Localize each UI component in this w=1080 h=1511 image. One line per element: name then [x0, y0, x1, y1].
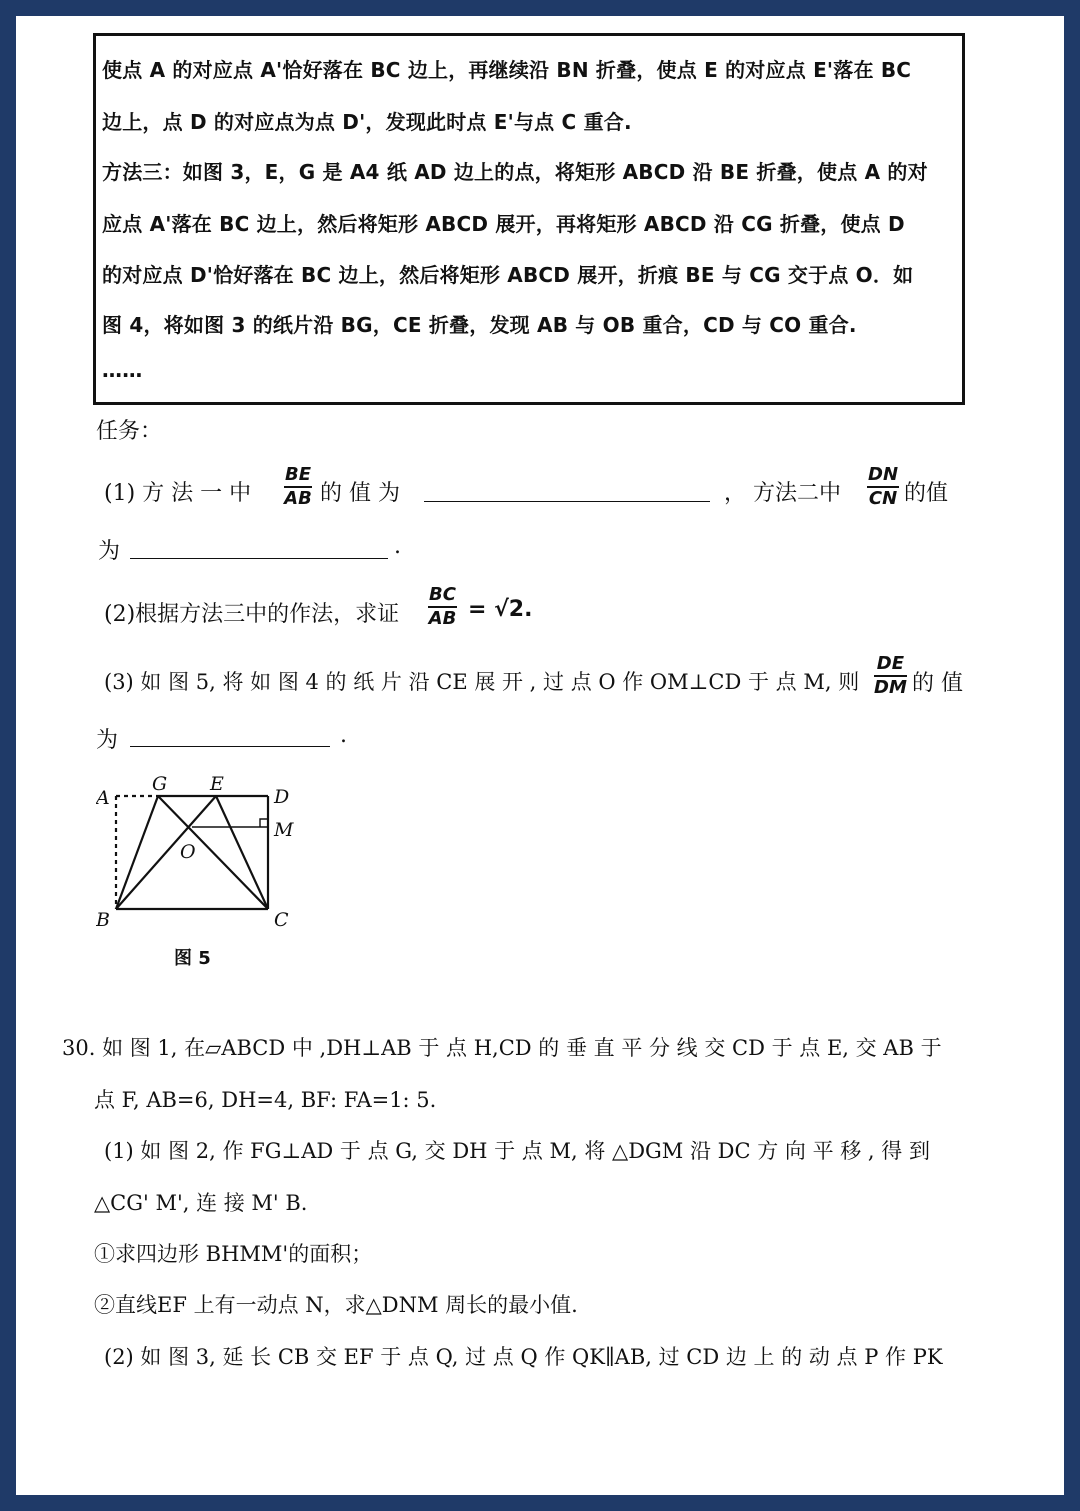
box-line-2: 边上，点 D 的对应点为点 D'，发现此时点 E'与点 C 重合. [102, 110, 632, 134]
line-b-e [116, 796, 216, 909]
q1-answer-blank-1[interactable] [424, 501, 710, 502]
label-a: A [96, 787, 110, 809]
fraction-denominator: CN [868, 488, 898, 509]
line-b-g [116, 796, 158, 909]
line-c-g [158, 796, 268, 909]
q2-fraction-bc-ab [428, 584, 457, 630]
q3-fraction-de-dm [874, 653, 907, 699]
p30-line-6: ②直线EF 上有一动点 N，求△DNM 周长的最小值. [94, 1293, 578, 1317]
box-line-7: …… [102, 358, 143, 382]
fraction-denominator: AB [428, 608, 457, 629]
fraction-numerator: DN [867, 464, 899, 488]
p30-line-1: 30. 如 图 1, 在▱ABCD 中 ,DH⊥AB 于 点 H,CD 的 垂 直 平 分 线 交 CD 于 点 E, 交 AB 于 [62, 1036, 942, 1060]
method-description-box [93, 33, 965, 405]
q3-text-b: 的 值 [912, 671, 963, 696]
q2-text-b: = √2. [468, 597, 533, 622]
figure-5-caption: 图 5 [174, 948, 211, 969]
q1-text-b: 的 值 为 [320, 481, 400, 506]
q3-text-c: 为 [96, 728, 119, 753]
box-line-3: 方法三：如图 3，E，G 是 A4 纸 AD 边上的点，将矩形 ABCD 沿 BE 折叠，使点 A 的对 [102, 160, 928, 184]
label-e: E [210, 776, 224, 795]
q3-end: . [340, 723, 347, 748]
p30-line-7: (2) 如 图 3, 延 长 CB 交 EF 于 点 Q, 过 点 Q 作 QK∥AB, 过 CD 边 上 的 动 点 P 作 PK [104, 1345, 943, 1369]
p30-line-5: ①求四边形 BHMM'的面积； [94, 1242, 373, 1266]
label-m: M [274, 819, 294, 841]
document-page [16, 16, 1064, 1495]
q1-fraction-dn-cn [867, 464, 899, 510]
line-c-e [216, 796, 268, 909]
label-b: B [96, 909, 110, 931]
task-heading: 任务： [96, 419, 163, 444]
q1-end: . [394, 534, 401, 559]
label-g: G [152, 776, 168, 795]
q3-answer-blank[interactable] [130, 746, 330, 747]
box-line-1: 使点 A 的对应点 A'恰好落在 BC 边上，再继续沿 BN 折叠，使点 E 的对应点 E'落在 BC [102, 58, 912, 82]
q1-text-c: ， 方法二中 [724, 481, 841, 506]
q1-answer-blank-2[interactable] [130, 558, 388, 559]
fraction-denominator: DM [874, 677, 907, 698]
q1-text-d: 的值 [904, 481, 949, 506]
q1-text-e: 为 [98, 539, 121, 564]
label-d: D [274, 786, 290, 808]
figure-5-diagram [96, 776, 316, 976]
q2-text-a: (2)根据方法三中的作法，求证 [104, 602, 400, 627]
p30-line-3: (1) 如 图 2, 作 FG⊥AD 于 点 G, 交 DH 于 点 M, 将 △DGM 沿 DC 方 向 平 移 , 得 到 [104, 1139, 930, 1163]
q1-fraction-be-ab [284, 464, 312, 510]
q1-text-a: (1) 方 法 一 中 [104, 481, 252, 506]
fraction-denominator: AB [284, 488, 312, 509]
label-c: C [274, 909, 289, 931]
q3-text-a: (3) 如 图 5, 将 如 图 4 的 纸 片 沿 CE 展 开 , 过 点 O 作 OM⊥CD 于 点 M, 则 [104, 670, 860, 694]
fraction-numerator: BE [284, 464, 312, 488]
label-o: O [180, 841, 196, 863]
fraction-numerator: DE [874, 653, 907, 677]
right-angle-mark [260, 819, 268, 827]
box-line-4: 应点 A'落在 BC 边上，然后将矩形 ABCD 展开，再将矩形 ABCD 沿 CG 折叠，使点 D [102, 212, 905, 236]
p30-line-2: 点 F, AB=6, DH=4, BF: FA=1: 5. [94, 1088, 437, 1112]
box-line-6: 图 4，将如图 3 的纸片沿 BG，CE 折叠，发现 AB 与 OB 重合，CD 与 CO 重合. [102, 313, 857, 337]
box-line-5: 的对应点 D'恰好落在 BC 边上，然后将矩形 ABCD 展开，折痕 BE 与 CG 交于点 O．如 [102, 263, 914, 287]
fraction-numerator: BC [428, 584, 457, 608]
p30-line-4: △CG' M', 连 接 M' B. [94, 1191, 308, 1215]
